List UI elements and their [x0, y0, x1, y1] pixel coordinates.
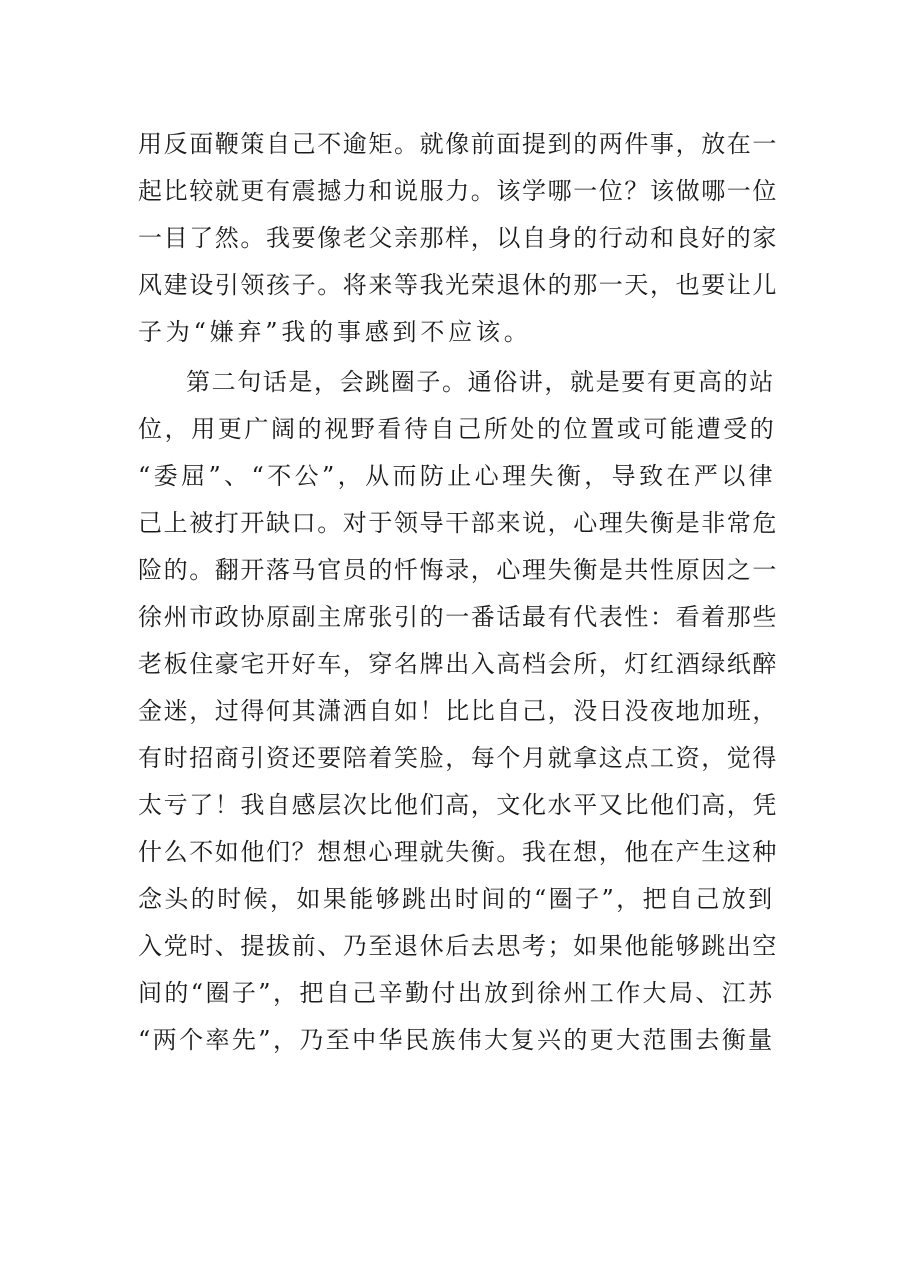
text-line: 风建设引领孩子。将来等我光荣退休的那一天，也要让儿: [138, 271, 778, 299]
text-line: 金迷，过得何其潇洒自如！比比自己，没日没夜地加班，: [138, 697, 778, 725]
text-line: 险的。翻开落马官员的忏悔录，心理失衡是共性原因之一: [138, 556, 778, 584]
text-line: 太亏了！我自感层次比他们高，文化水平又比他们高，凭: [138, 791, 778, 819]
text-line: 徐州市政协原副主席张引的一番话最有代表性：看着那些: [138, 603, 778, 631]
text-line: 入党时、提拔前、乃至退休后去思考；如果他能够跳出空: [138, 932, 778, 960]
text-line: 位，用更广阔的视野看待自己所处的位置或可能遭受的: [138, 415, 777, 443]
text-line: 起比较就更有震撼力和说服力。该学哪一位？该做哪一位: [138, 177, 778, 205]
text-line: “两个率先”，乃至中华民族伟大复兴的更大范围去衡量: [138, 1026, 775, 1054]
text-line: 用反面鞭策自己不逾矩。就像前面提到的两件事，放在一: [138, 130, 778, 158]
text-line: 己上被打开缺口。对于领导干部来说，心理失衡是非常危: [138, 509, 778, 537]
text-line: 什么不如他们？想想心理就失衡。我在想，他在产生这种: [138, 838, 778, 866]
text-line-first: 第二句话是，会跳圈子。通俗讲，就是要有更高的站: [186, 368, 775, 396]
text-line: 一目了然。我要像老父亲那样，以自身的行动和良好的家: [138, 224, 778, 252]
paragraph-2: [138, 359, 778, 1064]
text-line: 老板住豪宅开好车，穿名牌出入高档会所，灯红酒绿纸醉: [138, 650, 778, 678]
text-line: “委屈”、“不公”，从而防止心理失衡，导致在严以律: [138, 462, 777, 490]
text-line: 念头的时候，如果能够跳出时间的“圈子”，把自己放到: [138, 885, 775, 913]
paragraph-1: [138, 121, 778, 356]
document-body: [138, 121, 778, 1064]
text-line: 子为“嫌弃”我的事感到不应该。: [138, 318, 532, 346]
text-line: 间的“圈子”，把自己辛勤付出放到徐州工作大局、江苏: [138, 979, 775, 1007]
text-line: 有时招商引资还要陪着笑脸，每个月就拿这点工资，觉得: [138, 744, 778, 772]
